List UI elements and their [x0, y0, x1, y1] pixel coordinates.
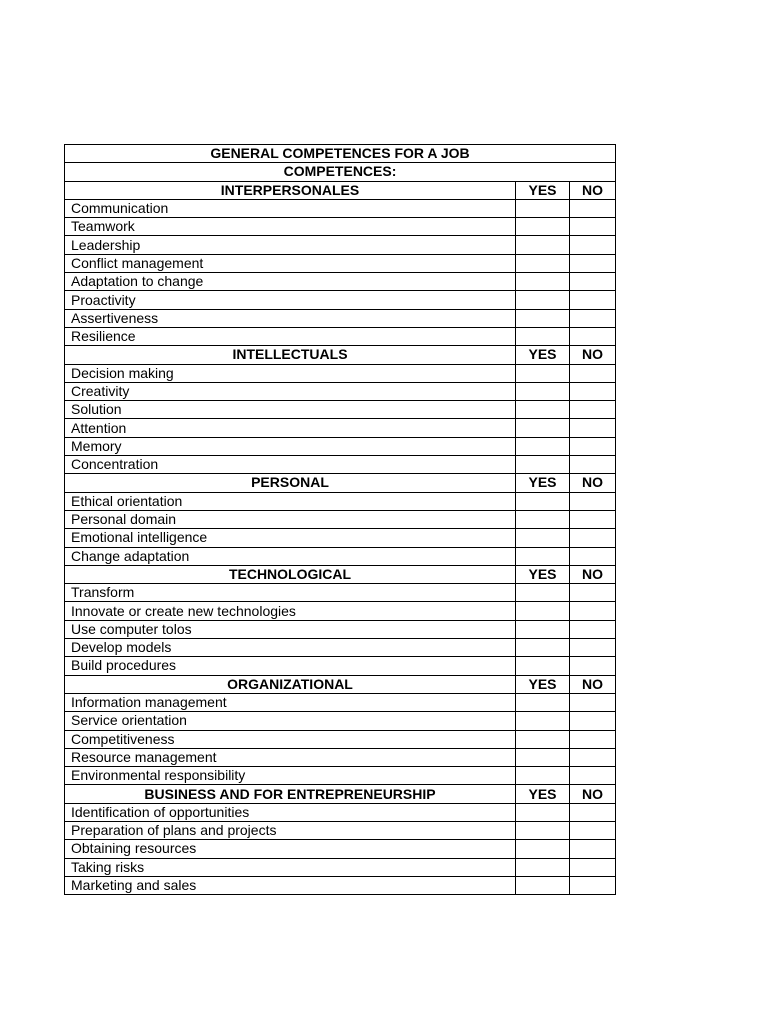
- competence-label: Information management: [65, 693, 516, 711]
- yes-column-header: YES: [516, 675, 570, 693]
- competence-label: Attention: [65, 419, 516, 437]
- yes-checkbox-cell[interactable]: [516, 510, 570, 528]
- competence-row: [65, 767, 616, 785]
- competence-row: [65, 693, 616, 711]
- no-checkbox-cell[interactable]: [570, 437, 616, 455]
- competence-label: Build procedures: [65, 657, 516, 675]
- no-checkbox-cell[interactable]: [570, 492, 616, 510]
- competence-label: Emotional intelligence: [65, 529, 516, 547]
- section-title: BUSINESS AND FOR ENTREPRENEURSHIP: [65, 785, 516, 803]
- yes-column-header: YES: [516, 565, 570, 583]
- no-checkbox-cell[interactable]: [570, 382, 616, 400]
- yes-column-header: YES: [516, 346, 570, 364]
- section-title: PERSONAL: [65, 474, 516, 492]
- competence-row: [65, 547, 616, 565]
- no-checkbox-cell[interactable]: [570, 821, 616, 839]
- yes-checkbox-cell[interactable]: [516, 529, 570, 547]
- yes-checkbox-cell[interactable]: [516, 748, 570, 766]
- no-column-header: NO: [570, 675, 616, 693]
- no-checkbox-cell[interactable]: [570, 602, 616, 620]
- yes-checkbox-cell[interactable]: [516, 309, 570, 327]
- competence-label: Identification of opportunities: [65, 803, 516, 821]
- no-checkbox-cell[interactable]: [570, 748, 616, 766]
- competence-row: [65, 584, 616, 602]
- competence-row: [65, 218, 616, 236]
- competence-row: [65, 254, 616, 272]
- competence-row: [65, 876, 616, 894]
- no-checkbox-cell[interactable]: [570, 236, 616, 254]
- no-checkbox-cell[interactable]: [570, 199, 616, 217]
- yes-column-header: YES: [516, 785, 570, 803]
- competence-label: Decision making: [65, 364, 516, 382]
- competence-label: Obtaining resources: [65, 840, 516, 858]
- section-header-row: [65, 346, 616, 364]
- no-checkbox-cell[interactable]: [570, 401, 616, 419]
- competence-row: [65, 419, 616, 437]
- competence-label: Competitiveness: [65, 730, 516, 748]
- yes-checkbox-cell[interactable]: [516, 730, 570, 748]
- competence-row: [65, 657, 616, 675]
- competence-label: Ethical orientation: [65, 492, 516, 510]
- section-title: INTELLECTUALS: [65, 346, 516, 364]
- competence-label: Creativity: [65, 382, 516, 400]
- no-column-header: NO: [570, 181, 616, 199]
- yes-checkbox-cell[interactable]: [516, 693, 570, 711]
- yes-checkbox-cell[interactable]: [516, 199, 570, 217]
- yes-checkbox-cell[interactable]: [516, 821, 570, 839]
- no-column-header: NO: [570, 346, 616, 364]
- competence-row: [65, 291, 616, 309]
- no-checkbox-cell[interactable]: [570, 547, 616, 565]
- no-checkbox-cell[interactable]: [570, 529, 616, 547]
- competence-label: Innovate or create new technologies: [65, 602, 516, 620]
- competence-row: [65, 199, 616, 217]
- competence-label: Conflict management: [65, 254, 516, 272]
- competence-row: [65, 748, 616, 766]
- yes-checkbox-cell[interactable]: [516, 840, 570, 858]
- competence-row: [65, 712, 616, 730]
- competence-row: [65, 510, 616, 528]
- competence-label: Taking risks: [65, 858, 516, 876]
- competence-label: Marketing and sales: [65, 876, 516, 894]
- competence-row: [65, 382, 616, 400]
- no-column-header: NO: [570, 474, 616, 492]
- competence-row: [65, 639, 616, 657]
- section-header-row: [65, 565, 616, 583]
- no-checkbox-cell[interactable]: [570, 309, 616, 327]
- yes-checkbox-cell[interactable]: [516, 419, 570, 437]
- section-header-row: [65, 181, 616, 199]
- competence-row: [65, 803, 616, 821]
- no-column-header: NO: [570, 565, 616, 583]
- competence-label: Preparation of plans and projects: [65, 821, 516, 839]
- yes-checkbox-cell[interactable]: [516, 364, 570, 382]
- yes-checkbox-cell[interactable]: [516, 254, 570, 272]
- competence-row: [65, 437, 616, 455]
- competence-row: [65, 327, 616, 345]
- section-header-row: [65, 675, 616, 693]
- competence-row: [65, 309, 616, 327]
- competence-label: Transform: [65, 584, 516, 602]
- yes-checkbox-cell[interactable]: [516, 584, 570, 602]
- yes-column-header: YES: [516, 181, 570, 199]
- no-checkbox-cell[interactable]: [570, 273, 616, 291]
- competence-label: Teamwork: [65, 218, 516, 236]
- competence-label: Use computer tolos: [65, 620, 516, 638]
- no-checkbox-cell[interactable]: [570, 712, 616, 730]
- competence-label: Solution: [65, 401, 516, 419]
- yes-checkbox-cell[interactable]: [516, 620, 570, 638]
- competence-row: [65, 273, 616, 291]
- competence-row: [65, 730, 616, 748]
- competence-label: Resource management: [65, 748, 516, 766]
- no-checkbox-cell[interactable]: [570, 639, 616, 657]
- competence-label: Assertiveness: [65, 309, 516, 327]
- yes-checkbox-cell[interactable]: [516, 602, 570, 620]
- table-title: GENERAL COMPETENCES FOR A JOB: [65, 145, 616, 163]
- yes-checkbox-cell[interactable]: [516, 657, 570, 675]
- competence-row: [65, 401, 616, 419]
- yes-checkbox-cell[interactable]: [516, 273, 570, 291]
- table-subtitle: COMPETENCES:: [65, 163, 616, 181]
- title-row: [65, 145, 616, 163]
- no-checkbox-cell[interactable]: [570, 456, 616, 474]
- competence-row: [65, 840, 616, 858]
- competence-label: Leadership: [65, 236, 516, 254]
- yes-checkbox-cell[interactable]: [516, 236, 570, 254]
- section-title: TECHNOLOGICAL: [65, 565, 516, 583]
- no-checkbox-cell[interactable]: [570, 327, 616, 345]
- no-checkbox-cell[interactable]: [570, 803, 616, 821]
- no-checkbox-cell[interactable]: [570, 840, 616, 858]
- competence-label: Develop models: [65, 639, 516, 657]
- section-header-row: [65, 474, 616, 492]
- no-checkbox-cell[interactable]: [570, 876, 616, 894]
- competence-row: [65, 602, 616, 620]
- competence-label: Service orientation: [65, 712, 516, 730]
- yes-checkbox-cell[interactable]: [516, 547, 570, 565]
- competence-row: [65, 456, 616, 474]
- competences-table: [64, 144, 616, 895]
- yes-checkbox-cell[interactable]: [516, 492, 570, 510]
- no-checkbox-cell[interactable]: [570, 858, 616, 876]
- no-checkbox-cell[interactable]: [570, 730, 616, 748]
- no-checkbox-cell[interactable]: [570, 254, 616, 272]
- yes-checkbox-cell[interactable]: [516, 218, 570, 236]
- competence-row: [65, 236, 616, 254]
- yes-checkbox-cell[interactable]: [516, 437, 570, 455]
- yes-checkbox-cell[interactable]: [516, 803, 570, 821]
- competence-row: [65, 620, 616, 638]
- competence-row: [65, 364, 616, 382]
- no-checkbox-cell[interactable]: [570, 218, 616, 236]
- competence-row: [65, 492, 616, 510]
- competence-label: Personal domain: [65, 510, 516, 528]
- no-checkbox-cell[interactable]: [570, 419, 616, 437]
- no-checkbox-cell[interactable]: [570, 693, 616, 711]
- no-checkbox-cell[interactable]: [570, 364, 616, 382]
- competences-table-body: [65, 145, 616, 895]
- competence-label: Adaptation to change: [65, 273, 516, 291]
- competence-label: Memory: [65, 437, 516, 455]
- no-column-header: NO: [570, 785, 616, 803]
- competence-row: [65, 821, 616, 839]
- competence-label: Resilience: [65, 327, 516, 345]
- no-checkbox-cell[interactable]: [570, 767, 616, 785]
- yes-checkbox-cell[interactable]: [516, 327, 570, 345]
- no-checkbox-cell[interactable]: [570, 584, 616, 602]
- subtitle-row: [65, 163, 616, 181]
- yes-checkbox-cell[interactable]: [516, 639, 570, 657]
- yes-checkbox-cell[interactable]: [516, 712, 570, 730]
- competence-label: Concentration: [65, 456, 516, 474]
- yes-checkbox-cell[interactable]: [516, 858, 570, 876]
- no-checkbox-cell[interactable]: [570, 291, 616, 309]
- competence-row: [65, 858, 616, 876]
- competence-label: Environmental responsibility: [65, 767, 516, 785]
- yes-checkbox-cell[interactable]: [516, 456, 570, 474]
- yes-checkbox-cell[interactable]: [516, 291, 570, 309]
- yes-checkbox-cell[interactable]: [516, 767, 570, 785]
- competence-label: Change adaptation: [65, 547, 516, 565]
- no-checkbox-cell[interactable]: [570, 510, 616, 528]
- yes-checkbox-cell[interactable]: [516, 401, 570, 419]
- yes-column-header: YES: [516, 474, 570, 492]
- competence-label: Communication: [65, 199, 516, 217]
- competence-label: Proactivity: [65, 291, 516, 309]
- no-checkbox-cell[interactable]: [570, 620, 616, 638]
- yes-checkbox-cell[interactable]: [516, 382, 570, 400]
- section-title: ORGANIZATIONAL: [65, 675, 516, 693]
- section-header-row: [65, 785, 616, 803]
- yes-checkbox-cell[interactable]: [516, 876, 570, 894]
- section-title: INTERPERSONALES: [65, 181, 516, 199]
- competence-row: [65, 529, 616, 547]
- no-checkbox-cell[interactable]: [570, 657, 616, 675]
